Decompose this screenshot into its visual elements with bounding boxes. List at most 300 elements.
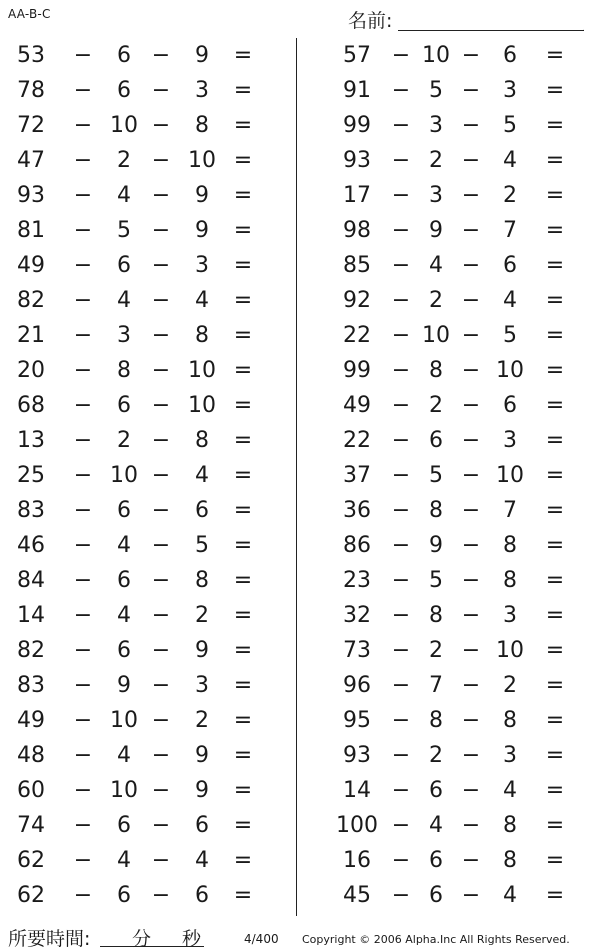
problem-row xyxy=(330,73,600,108)
operand-b: 4 xyxy=(117,603,131,628)
operand-c: 9 xyxy=(195,183,209,208)
problem-row xyxy=(330,143,600,178)
operand-c: 4 xyxy=(503,883,517,908)
operand-a: 83 xyxy=(17,498,45,523)
minus-sign: − xyxy=(151,288,171,313)
equals-sign: = xyxy=(545,113,565,138)
equals-sign: = xyxy=(233,218,253,243)
minus-sign: − xyxy=(461,393,481,418)
operand-a: 99 xyxy=(343,113,371,138)
problem-row xyxy=(8,178,298,213)
equals-sign: = xyxy=(233,813,253,838)
copyright: Copyright © 2006 Alpha.Inc All Rights Reserved. xyxy=(302,933,570,946)
equals-sign: = xyxy=(233,778,253,803)
minus-sign: − xyxy=(391,533,411,558)
operand-b: 10 xyxy=(422,323,450,348)
problem-row xyxy=(330,423,600,458)
operand-b: 3 xyxy=(429,113,443,138)
minus-sign: − xyxy=(73,428,93,453)
minus-sign: − xyxy=(461,533,481,558)
minus-sign: − xyxy=(391,603,411,628)
problem-row xyxy=(330,108,600,143)
equals-sign: = xyxy=(545,323,565,348)
problem-row xyxy=(8,843,298,878)
problem-row xyxy=(330,353,600,388)
problem-row xyxy=(8,458,298,493)
operand-a: 49 xyxy=(17,253,45,278)
operand-b: 2 xyxy=(117,148,131,173)
operand-a: 62 xyxy=(17,883,45,908)
equals-sign: = xyxy=(545,183,565,208)
equals-sign: = xyxy=(233,288,253,313)
problem-row xyxy=(330,458,600,493)
operand-b: 2 xyxy=(429,743,443,768)
operand-c: 8 xyxy=(503,568,517,593)
equals-sign: = xyxy=(545,428,565,453)
minus-sign: − xyxy=(461,778,481,803)
equals-sign: = xyxy=(545,568,565,593)
minus-sign: − xyxy=(461,568,481,593)
minus-sign: − xyxy=(461,428,481,453)
equals-sign: = xyxy=(545,638,565,663)
problem-row xyxy=(8,143,298,178)
operand-c: 8 xyxy=(503,813,517,838)
minus-sign: − xyxy=(151,603,171,628)
operand-a: 49 xyxy=(343,393,371,418)
equals-sign: = xyxy=(545,78,565,103)
operand-a: 98 xyxy=(343,218,371,243)
minus-sign: − xyxy=(461,673,481,698)
operand-a: 78 xyxy=(17,78,45,103)
problem-row xyxy=(8,213,298,248)
operand-b: 4 xyxy=(117,848,131,873)
operand-b: 4 xyxy=(117,533,131,558)
minus-sign: − xyxy=(73,358,93,383)
operand-b: 2 xyxy=(117,428,131,453)
problem-row xyxy=(8,318,298,353)
minus-sign: − xyxy=(461,883,481,908)
problem-row xyxy=(330,738,600,773)
operand-c: 10 xyxy=(188,148,216,173)
operand-b: 6 xyxy=(117,43,131,68)
equals-sign: = xyxy=(233,673,253,698)
minus-sign: − xyxy=(391,463,411,488)
minus-sign: − xyxy=(151,428,171,453)
problem-row xyxy=(330,563,600,598)
minus-sign: − xyxy=(73,813,93,838)
operand-c: 3 xyxy=(195,673,209,698)
operand-b: 6 xyxy=(429,883,443,908)
equals-sign: = xyxy=(233,428,253,453)
operand-c: 9 xyxy=(195,638,209,663)
minus-sign: − xyxy=(73,253,93,278)
operand-a: 22 xyxy=(343,323,371,348)
operand-c: 3 xyxy=(195,78,209,103)
operand-c: 2 xyxy=(503,183,517,208)
minus-sign: − xyxy=(391,568,411,593)
operand-c: 10 xyxy=(496,358,524,383)
operand-a: 93 xyxy=(343,148,371,173)
operand-b: 8 xyxy=(429,603,443,628)
operand-b: 4 xyxy=(429,813,443,838)
minus-sign: − xyxy=(73,498,93,523)
problem-row xyxy=(8,528,298,563)
operand-c: 5 xyxy=(503,113,517,138)
equals-sign: = xyxy=(545,43,565,68)
operand-b: 5 xyxy=(429,568,443,593)
minus-sign: − xyxy=(461,603,481,628)
operand-c: 3 xyxy=(503,603,517,628)
operand-c: 8 xyxy=(195,428,209,453)
minus-sign: − xyxy=(461,113,481,138)
problem-row xyxy=(330,878,600,913)
problem-row xyxy=(330,773,600,808)
operand-c: 6 xyxy=(503,393,517,418)
problem-row xyxy=(8,808,298,843)
equals-sign: = xyxy=(545,288,565,313)
operand-a: 96 xyxy=(343,673,371,698)
minus-sign: − xyxy=(391,778,411,803)
operand-b: 6 xyxy=(117,883,131,908)
operand-a: 68 xyxy=(17,393,45,418)
operand-a: 53 xyxy=(17,43,45,68)
operand-b: 4 xyxy=(117,743,131,768)
operand-c: 2 xyxy=(195,708,209,733)
operand-a: 47 xyxy=(17,148,45,173)
equals-sign: = xyxy=(233,533,253,558)
problem-row xyxy=(330,318,600,353)
minus-sign: − xyxy=(461,498,481,523)
minus-sign: − xyxy=(73,43,93,68)
minus-sign: − xyxy=(151,743,171,768)
operand-a: 16 xyxy=(343,848,371,873)
time-label: 所要時間: xyxy=(8,928,91,950)
equals-sign: = xyxy=(545,218,565,243)
equals-sign: = xyxy=(545,743,565,768)
problem-row xyxy=(8,773,298,808)
operand-a: 20 xyxy=(17,358,45,383)
operand-b: 4 xyxy=(429,253,443,278)
problem-grid xyxy=(0,38,600,916)
minus-sign: − xyxy=(151,673,171,698)
operand-b: 5 xyxy=(429,78,443,103)
operand-b: 10 xyxy=(422,43,450,68)
equals-sign: = xyxy=(233,848,253,873)
problem-row xyxy=(330,38,600,73)
operand-c: 3 xyxy=(503,743,517,768)
operand-b: 6 xyxy=(429,848,443,873)
minus-sign: − xyxy=(151,78,171,103)
minus-sign: − xyxy=(73,638,93,663)
operand-a: 73 xyxy=(343,638,371,663)
operand-c: 10 xyxy=(188,358,216,383)
operand-c: 2 xyxy=(503,673,517,698)
equals-sign: = xyxy=(545,813,565,838)
minus-sign: − xyxy=(391,323,411,348)
operand-b: 10 xyxy=(110,708,138,733)
worksheet-code: AA-B-C xyxy=(8,7,51,21)
minus-sign: − xyxy=(73,743,93,768)
operand-a: 62 xyxy=(17,848,45,873)
minus-sign: − xyxy=(391,358,411,383)
equals-sign: = xyxy=(545,673,565,698)
equals-sign: = xyxy=(545,253,565,278)
minus-sign: − xyxy=(73,883,93,908)
problem-row xyxy=(8,388,298,423)
minus-sign: − xyxy=(391,288,411,313)
minus-sign: − xyxy=(151,848,171,873)
equals-sign: = xyxy=(233,883,253,908)
equals-sign: = xyxy=(545,883,565,908)
minus-sign: − xyxy=(151,358,171,383)
equals-sign: = xyxy=(545,603,565,628)
problem-row xyxy=(8,423,298,458)
operand-b: 9 xyxy=(117,673,131,698)
minus-sign: − xyxy=(73,778,93,803)
equals-sign: = xyxy=(233,323,253,348)
operand-c: 4 xyxy=(195,288,209,313)
operand-a: 82 xyxy=(17,638,45,663)
minus-sign: − xyxy=(151,638,171,663)
operand-b: 8 xyxy=(429,708,443,733)
problem-row xyxy=(330,808,600,843)
problem-row xyxy=(330,528,600,563)
equals-sign: = xyxy=(233,183,253,208)
equals-sign: = xyxy=(545,463,565,488)
minus-sign: − xyxy=(461,78,481,103)
operand-b: 10 xyxy=(110,463,138,488)
operand-a: 14 xyxy=(343,778,371,803)
minus-sign: − xyxy=(461,183,481,208)
equals-sign: = xyxy=(233,708,253,733)
equals-sign: = xyxy=(233,568,253,593)
operand-c: 3 xyxy=(503,78,517,103)
minus-sign: − xyxy=(391,253,411,278)
operand-b: 6 xyxy=(429,428,443,453)
operand-a: 99 xyxy=(343,358,371,383)
operand-c: 10 xyxy=(188,393,216,418)
minus-sign: − xyxy=(151,463,171,488)
minus-sign: − xyxy=(461,708,481,733)
minus-sign: − xyxy=(461,463,481,488)
operand-a: 37 xyxy=(343,463,371,488)
operand-c: 6 xyxy=(195,813,209,838)
minus-sign: − xyxy=(461,43,481,68)
operand-c: 9 xyxy=(195,778,209,803)
minus-sign: − xyxy=(461,813,481,838)
problem-row xyxy=(8,668,298,703)
operand-b: 4 xyxy=(117,288,131,313)
operand-a: 85 xyxy=(343,253,371,278)
operand-c: 4 xyxy=(195,848,209,873)
operand-a: 74 xyxy=(17,813,45,838)
equals-sign: = xyxy=(233,463,253,488)
equals-sign: = xyxy=(545,533,565,558)
problem-row xyxy=(8,353,298,388)
problem-row xyxy=(330,633,600,668)
equals-sign: = xyxy=(233,393,253,418)
operand-b: 8 xyxy=(429,498,443,523)
operand-b: 5 xyxy=(429,463,443,488)
operand-a: 17 xyxy=(343,183,371,208)
minus-sign: − xyxy=(151,393,171,418)
operand-c: 8 xyxy=(195,568,209,593)
problem-row xyxy=(330,843,600,878)
equals-sign: = xyxy=(233,603,253,628)
problem-row xyxy=(8,633,298,668)
operand-a: 46 xyxy=(17,533,45,558)
operand-c: 7 xyxy=(503,218,517,243)
minus-sign: − xyxy=(73,148,93,173)
operand-a: 93 xyxy=(343,743,371,768)
problem-row xyxy=(8,493,298,528)
minus-sign: − xyxy=(151,883,171,908)
operand-a: 48 xyxy=(17,743,45,768)
equals-sign: = xyxy=(545,848,565,873)
operand-b: 7 xyxy=(429,673,443,698)
problem-row xyxy=(8,703,298,738)
problem-row xyxy=(330,668,600,703)
operand-b: 6 xyxy=(117,498,131,523)
equals-sign: = xyxy=(545,148,565,173)
operand-c: 6 xyxy=(503,253,517,278)
seconds-label: 秒 xyxy=(182,928,202,950)
operand-a: 95 xyxy=(343,708,371,733)
operand-b: 6 xyxy=(117,568,131,593)
problem-row xyxy=(330,213,600,248)
minus-sign: − xyxy=(391,78,411,103)
operand-a: 92 xyxy=(343,288,371,313)
operand-a: 82 xyxy=(17,288,45,313)
minus-sign: − xyxy=(391,428,411,453)
operand-c: 8 xyxy=(503,848,517,873)
problem-row xyxy=(8,878,298,913)
operand-b: 10 xyxy=(110,778,138,803)
minus-sign: − xyxy=(391,393,411,418)
operand-a: 23 xyxy=(343,568,371,593)
operand-c: 5 xyxy=(503,323,517,348)
operand-c: 8 xyxy=(503,708,517,733)
operand-c: 9 xyxy=(195,743,209,768)
operand-b: 4 xyxy=(117,183,131,208)
name-underline xyxy=(398,30,584,31)
problem-row xyxy=(330,388,600,423)
equals-sign: = xyxy=(545,358,565,383)
problem-row xyxy=(330,178,600,213)
minus-sign: − xyxy=(461,848,481,873)
operand-a: 72 xyxy=(17,113,45,138)
operand-c: 3 xyxy=(195,253,209,278)
equals-sign: = xyxy=(233,78,253,103)
minus-sign: − xyxy=(151,148,171,173)
footer xyxy=(0,922,600,952)
minus-sign: − xyxy=(391,183,411,208)
minus-sign: − xyxy=(151,183,171,208)
operand-b: 6 xyxy=(117,393,131,418)
problem-row xyxy=(8,598,298,633)
operand-a: 13 xyxy=(17,428,45,453)
operand-c: 4 xyxy=(195,463,209,488)
problem-row xyxy=(8,38,298,73)
operand-c: 4 xyxy=(503,778,517,803)
operand-b: 9 xyxy=(429,533,443,558)
equals-sign: = xyxy=(545,498,565,523)
minus-sign: − xyxy=(73,323,93,348)
problem-row xyxy=(8,248,298,283)
minus-sign: − xyxy=(461,218,481,243)
minus-sign: − xyxy=(391,498,411,523)
operand-a: 36 xyxy=(343,498,371,523)
operand-c: 10 xyxy=(496,463,524,488)
minus-sign: − xyxy=(461,288,481,313)
problem-row xyxy=(8,283,298,318)
minus-sign: − xyxy=(73,568,93,593)
problem-row xyxy=(8,73,298,108)
minus-sign: − xyxy=(391,638,411,663)
minus-sign: − xyxy=(151,323,171,348)
operand-c: 4 xyxy=(503,148,517,173)
operand-b: 6 xyxy=(429,778,443,803)
minus-sign: − xyxy=(391,813,411,838)
operand-a: 25 xyxy=(17,463,45,488)
operand-c: 8 xyxy=(195,113,209,138)
equals-sign: = xyxy=(233,743,253,768)
operand-a: 14 xyxy=(17,603,45,628)
minus-sign: − xyxy=(151,533,171,558)
operand-b: 6 xyxy=(117,813,131,838)
minus-sign: − xyxy=(73,673,93,698)
operand-c: 4 xyxy=(503,288,517,313)
minutes-label: 分 xyxy=(132,928,152,950)
operand-b: 9 xyxy=(429,218,443,243)
problem-row xyxy=(8,738,298,773)
operand-b: 3 xyxy=(429,183,443,208)
minus-sign: − xyxy=(73,218,93,243)
minus-sign: − xyxy=(151,218,171,243)
operand-a: 83 xyxy=(17,673,45,698)
operand-a: 60 xyxy=(17,778,45,803)
minus-sign: − xyxy=(73,848,93,873)
name-dot: . xyxy=(582,24,585,34)
equals-sign: = xyxy=(545,778,565,803)
equals-sign: = xyxy=(233,43,253,68)
operand-c: 9 xyxy=(195,218,209,243)
minus-sign: − xyxy=(151,813,171,838)
minus-sign: − xyxy=(461,743,481,768)
operand-a: 49 xyxy=(17,708,45,733)
minus-sign: − xyxy=(73,113,93,138)
minus-sign: − xyxy=(73,708,93,733)
equals-sign: = xyxy=(233,498,253,523)
operand-b: 10 xyxy=(110,113,138,138)
operand-a: 45 xyxy=(343,883,371,908)
minus-sign: − xyxy=(73,393,93,418)
minus-sign: − xyxy=(151,498,171,523)
equals-sign: = xyxy=(233,253,253,278)
operand-c: 3 xyxy=(503,428,517,453)
operand-c: 2 xyxy=(195,603,209,628)
problem-row xyxy=(330,703,600,738)
operand-c: 6 xyxy=(195,498,209,523)
equals-sign: = xyxy=(233,638,253,663)
problem-row xyxy=(330,248,600,283)
minus-sign: − xyxy=(73,78,93,103)
operand-c: 9 xyxy=(195,43,209,68)
equals-sign: = xyxy=(545,393,565,418)
operand-a: 91 xyxy=(343,78,371,103)
operand-b: 2 xyxy=(429,393,443,418)
operand-c: 7 xyxy=(503,498,517,523)
